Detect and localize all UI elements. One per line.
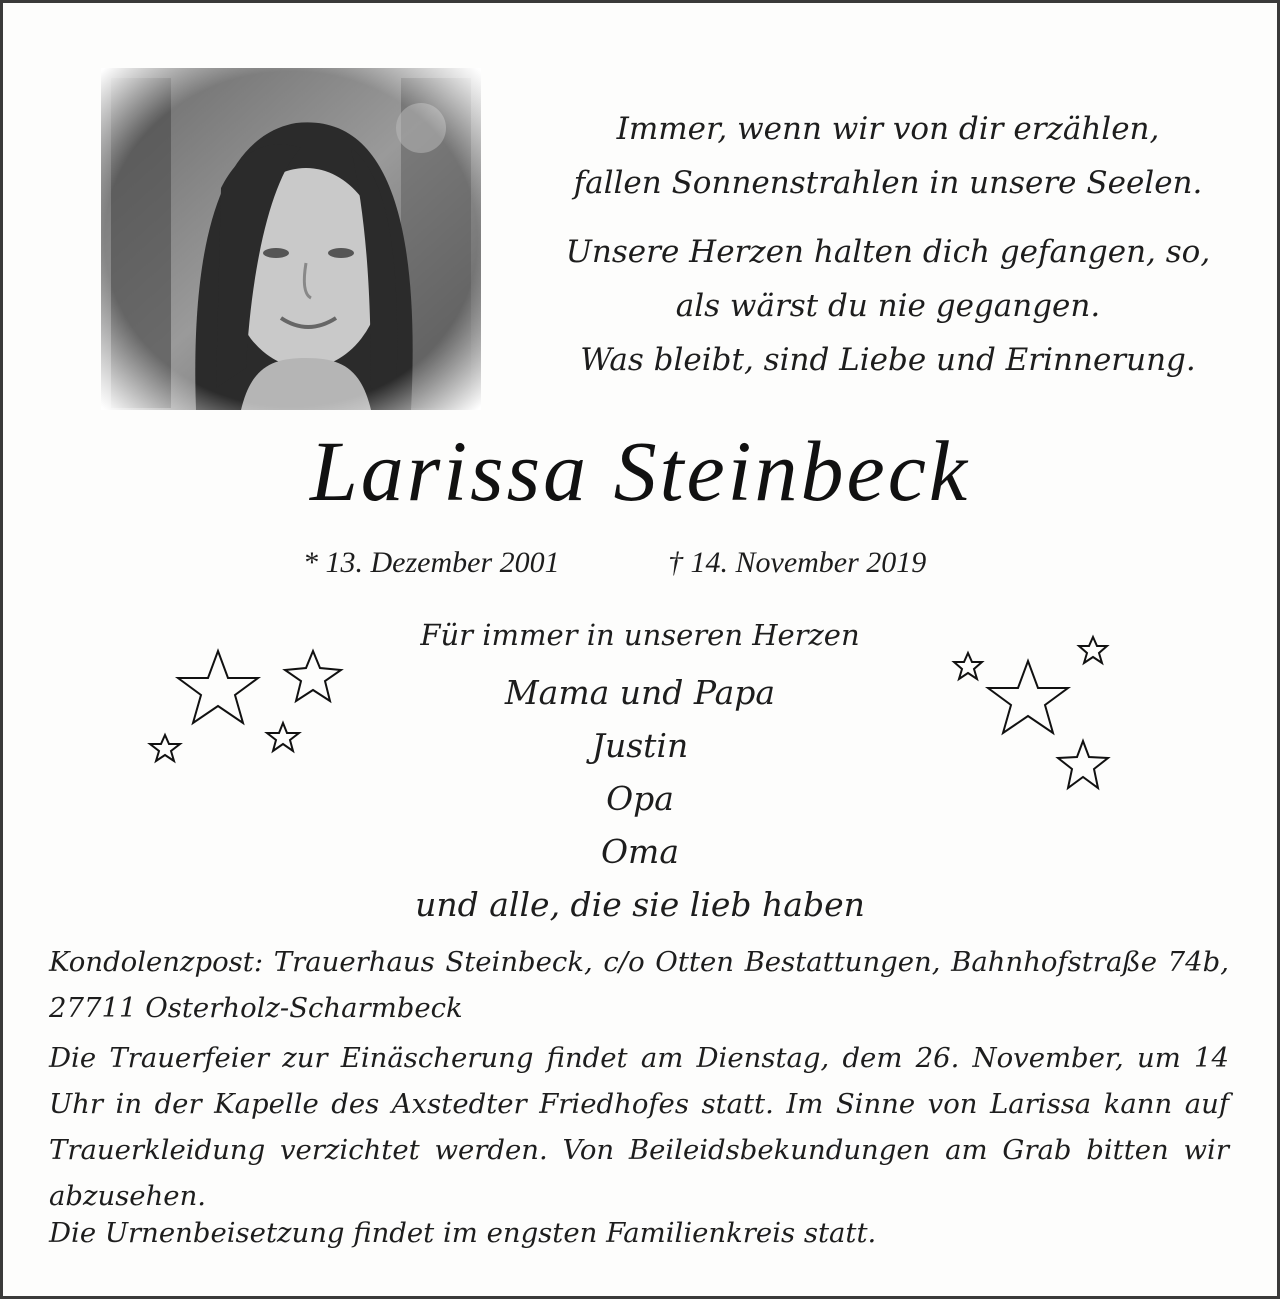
verse-line: Was bleibt, sind Liebe und Erinnerung. <box>580 342 1196 378</box>
birth-date: * 13. Dezember 2001 <box>303 546 560 579</box>
verse-line: Immer, wenn wir von dir erzählen, <box>616 111 1160 147</box>
star-icon <box>1058 741 1108 788</box>
verse-line: fallen Sonnenstrahlen in unsere Seelen. <box>573 165 1203 201</box>
mourner-name: Mama und Papa <box>504 673 776 712</box>
star-icon-group-left <box>143 643 363 773</box>
mourner-name: und alle, die sie lieb haben <box>415 885 865 924</box>
verse-line: als wärst du nie gegangen. <box>675 288 1101 324</box>
star-icon <box>285 651 341 701</box>
star-icon-group-right <box>943 631 1123 811</box>
death-date: † 14. November 2019 <box>668 546 927 579</box>
star-icon <box>267 723 299 751</box>
verse-stanza-1 <box>523 102 1253 210</box>
mourner-name: Justin <box>591 726 689 765</box>
ceremony-notice: Die Trauerfeier zur Einäscherung findet am Dienstag, dem 26. November, um 14 Uhr in der Kapelle des Axstedter Friedhofes statt. Im Sinne von Larissa kann auf Trauerkleidung verzichtet werden. Von Beileidsbekundungen am Grab bitten wir abzusehen. <box>49 1042 1229 1212</box>
verse-line: Unsere Herzen halten dich gefangen, so, <box>565 234 1211 270</box>
star-icon <box>988 661 1068 733</box>
mourners-intro: Für immer in unseren Herzen <box>420 618 860 652</box>
burial-notice: Die Urnenbeisetzung findet im engsten Familienkreis statt. <box>49 1217 877 1249</box>
star-icon <box>150 735 180 761</box>
verse-stanza-2 <box>523 225 1253 387</box>
star-icon <box>954 653 982 679</box>
star-icon <box>178 651 258 723</box>
condolence-address: Kondolenzpost: Trauerhaus Steinbeck, c/o Otten Bestattungen, Bahnhofstraße 74b, 27711 Osterholz-Scharmbeck <box>49 946 1229 1024</box>
deceased-name: Larissa Steinbeck <box>309 423 971 519</box>
mourner-name: Opa <box>606 779 674 818</box>
portrait-photo <box>101 68 481 410</box>
star-icon <box>1079 637 1107 663</box>
mourner-name: Oma <box>600 832 680 871</box>
